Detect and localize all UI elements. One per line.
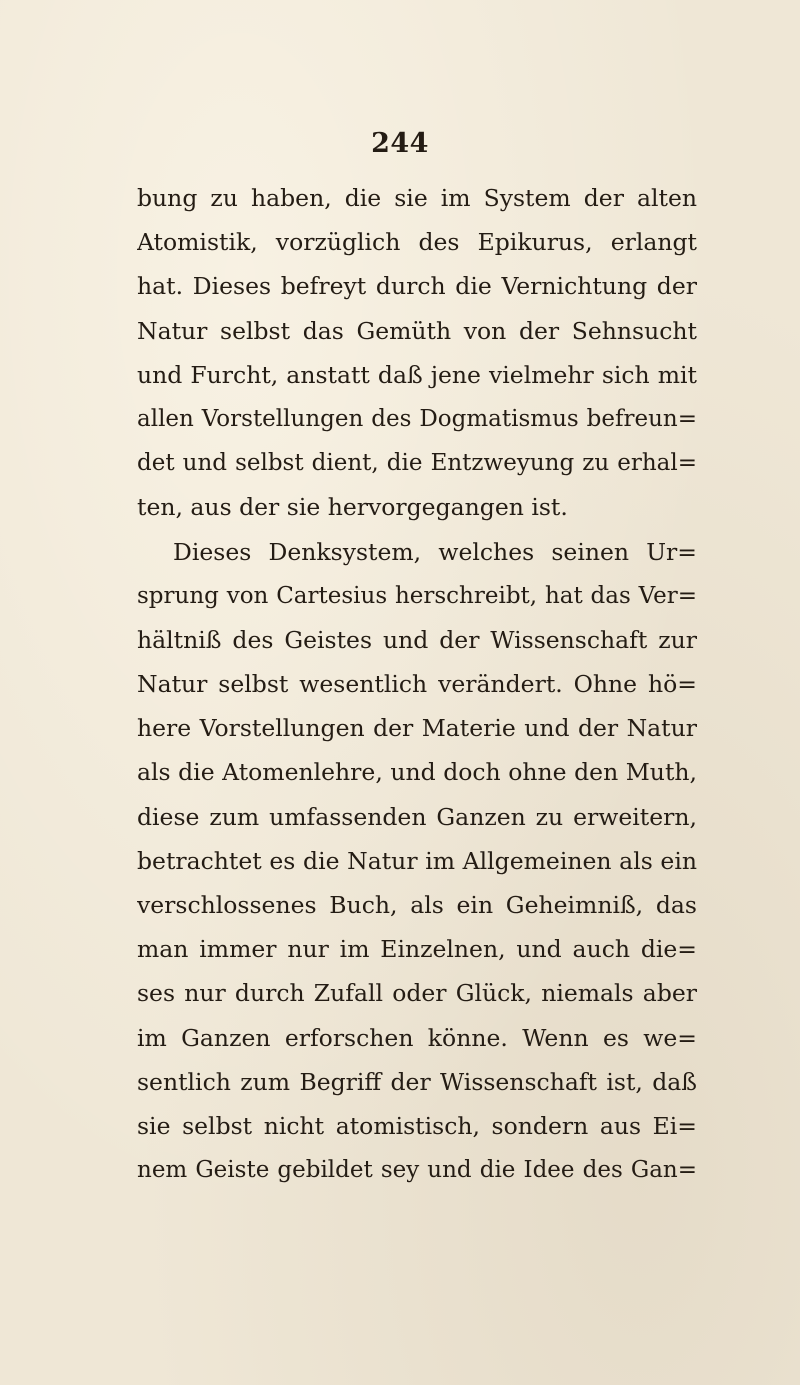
text-line: als die Atomenlehre, und doch ohne den Muth, [137, 758, 697, 787]
text-line: man immer nur im Einzelnen, und auch die= [137, 935, 697, 964]
text-line: betrachtet es die Natur im Allgemeinen als ein [137, 846, 697, 875]
text-line: im Ganzen erforschen könne. Wenn es we= [137, 1023, 697, 1052]
text-line: ses nur durch Zufall oder Glück, niemals aber [137, 979, 697, 1008]
text-line: sentlich zum Begriff der Wissenschaft ist, daß [137, 1067, 697, 1096]
text-line: nem Geiste gebildet sey und die Idee des Gan= [137, 1157, 697, 1184]
text-line: hältniß des Geistes und der Wissenschaft zur [137, 625, 697, 654]
text-line: bung zu haben, die sie im System der alten [137, 184, 697, 212]
text-line: sprung von Cartesius herschreibt, hat das Ver= [137, 582, 697, 609]
text-line: Natur selbst das Gemüth von der Sehnsucht [137, 316, 697, 345]
text-line: Atomistik, vorzüglich des Epikurus, erlangt [137, 228, 697, 257]
text-line: here Vorstellungen der Materie und der Natur [137, 714, 697, 743]
text-line: verschlossenes Buch, als ein Geheimniß, das [137, 891, 697, 919]
text-line: und Furcht, anstatt daß jene vielmehr sich mit [137, 360, 697, 389]
page-number: 244 [371, 128, 429, 159]
text-line: Dieses Denksystem, welches seinen Ur= [173, 537, 697, 566]
text-line: sie selbst nicht atomistisch, sondern aus Ei= [137, 1111, 697, 1140]
text-line: allen Vorstellungen des Dogmatismus befreun= [137, 405, 697, 432]
text-line: diese zum umfassenden Ganzen zu erweitern, [137, 802, 697, 831]
text-line: ten, aus der sie hervorgegangen ist. [137, 493, 568, 522]
text-line: det und selbst dient, die Entzweyung zu erhal= [137, 450, 697, 477]
text-line: hat. Dieses befreyt durch die Vernichtung der [137, 272, 697, 301]
body-text [137, 176, 697, 1192]
text-line: Natur selbst wesentlich verändert. Ohne hö= [137, 670, 697, 699]
